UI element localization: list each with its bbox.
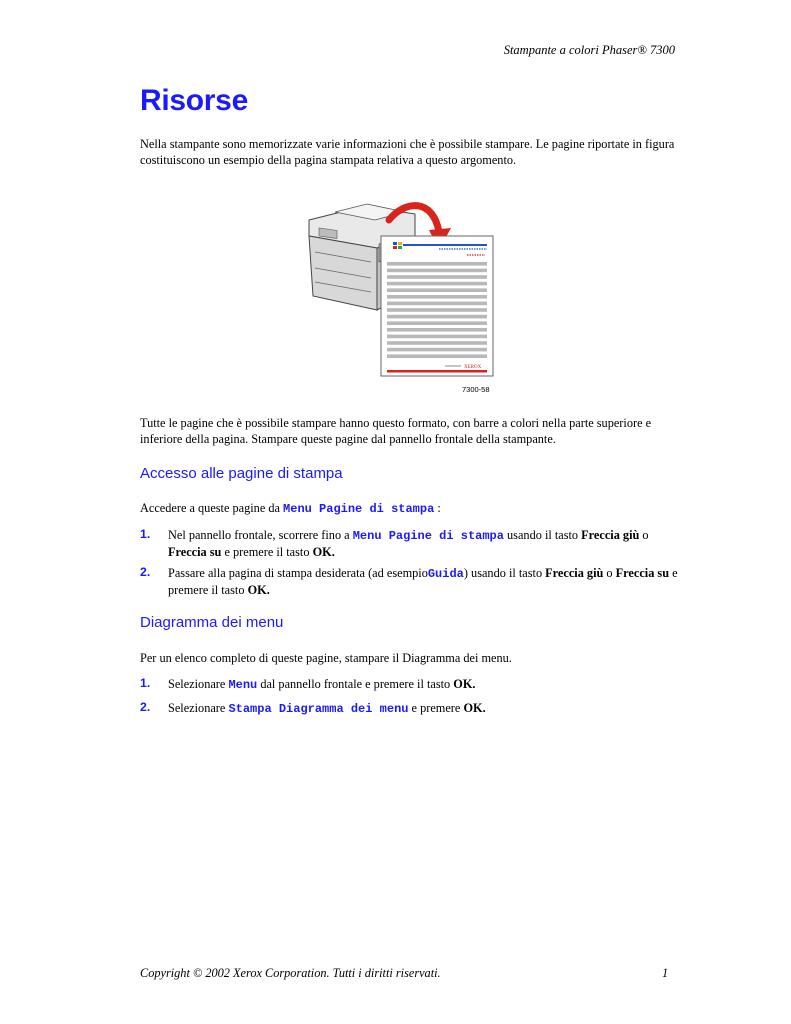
step-text: e premere il tasto — [168, 566, 678, 597]
sample-text-line — [387, 262, 487, 266]
key-name: Freccia su — [168, 545, 222, 559]
step-number: 1. — [140, 676, 151, 690]
running-header: Stampante a colori Phaser® 7300 — [503, 43, 675, 57]
lead-punct: : — [437, 501, 441, 515]
key-name: OK. — [312, 545, 335, 559]
key-name: OK. — [463, 701, 486, 715]
step-number: 2. — [140, 700, 151, 714]
sample-text-line — [387, 288, 487, 292]
sample-text-line — [387, 335, 487, 339]
step-text: Nel pannello frontale, scorrere fino a — [168, 528, 350, 542]
menu-code-ref: Menu — [228, 678, 258, 692]
brand-mark: XEROX — [464, 365, 482, 370]
page-number: 1 — [662, 966, 669, 980]
section2-lead: Per un elenco completo di queste pagine, stampare il Diagramma dei menu. — [140, 651, 512, 665]
sample-text-line — [387, 282, 487, 286]
key-name: Freccia giù — [581, 528, 640, 542]
sample-text-line — [387, 295, 487, 299]
sample-text-line — [387, 321, 487, 325]
sample-text-line — [387, 315, 487, 319]
lead-text: Accedere a queste pagine da — [140, 501, 280, 515]
menu-code-ref: Stampa Diagramma dei menu — [228, 702, 409, 716]
key-name: OK. — [453, 677, 476, 691]
key-name: Freccia giù — [545, 566, 604, 580]
page-title: Risorse — [140, 84, 248, 117]
step-text: dal pannello frontale e premere il tasto — [260, 677, 451, 691]
intro-paragraph: Nella stampante sono memorizzate varie informazioni che è possibile stampare. Le pagine riportate in figura costituiscono un esempio della pagina stampata relativa a questo argomento. — [140, 137, 675, 167]
step-text: e premere — [411, 701, 461, 715]
printed-page-sample — [381, 236, 493, 376]
step-text: Selezionare — [168, 677, 226, 691]
figure-label: 7300-58 — [462, 385, 490, 394]
step-text: usando il tasto — [507, 528, 579, 542]
step-text: o — [606, 566, 613, 580]
step-text: o — [642, 528, 649, 542]
list-item — [168, 527, 680, 560]
sample-text-line — [387, 354, 487, 358]
section1-lead — [140, 500, 678, 517]
step-text: Selezionare — [168, 701, 226, 715]
sample-text-line — [387, 328, 487, 332]
list-item — [168, 565, 680, 598]
section-heading-menu-diagram: Diagramma dei menu — [140, 614, 284, 631]
step-number: 2. — [140, 565, 151, 579]
footer-copyright: Copyright © 2002 Xerox Corporation. Tutti i diritti riservati. — [140, 966, 441, 980]
sample-text-line — [387, 341, 487, 345]
section-heading-access: Accesso alle pagine di stampa — [140, 465, 343, 482]
step-text: Passare alla pagina di stampa desiderata (ad esempio — [168, 566, 428, 580]
sample-text-line — [387, 275, 487, 279]
list-item — [168, 700, 680, 717]
menu-code-ref: Menu Pagine di stampa — [283, 502, 435, 516]
step-text: e premere il tasto — [224, 545, 310, 559]
key-name: Freccia su — [615, 566, 670, 580]
menu-code-ref: Menu Pagine di stampa — [352, 529, 504, 543]
printer-figure — [305, 198, 505, 380]
list-item — [168, 676, 680, 693]
sample-text-line — [387, 348, 487, 352]
step-number: 1. — [140, 527, 151, 541]
format-paragraph: Tutte le pagine che è possibile stampare hanno questo formato, con barre a colori nella parte superiore e inferiore della pagina. Stampare queste pagine dal pannello frontale della stampante. — [140, 416, 652, 446]
step-text: ) usando il tasto — [463, 566, 543, 580]
menu-code-ref: Guida — [427, 567, 464, 581]
key-name: OK. — [247, 583, 270, 597]
sample-text-line — [387, 269, 487, 273]
sample-text-line — [387, 302, 487, 306]
sample-text-line — [387, 308, 487, 312]
